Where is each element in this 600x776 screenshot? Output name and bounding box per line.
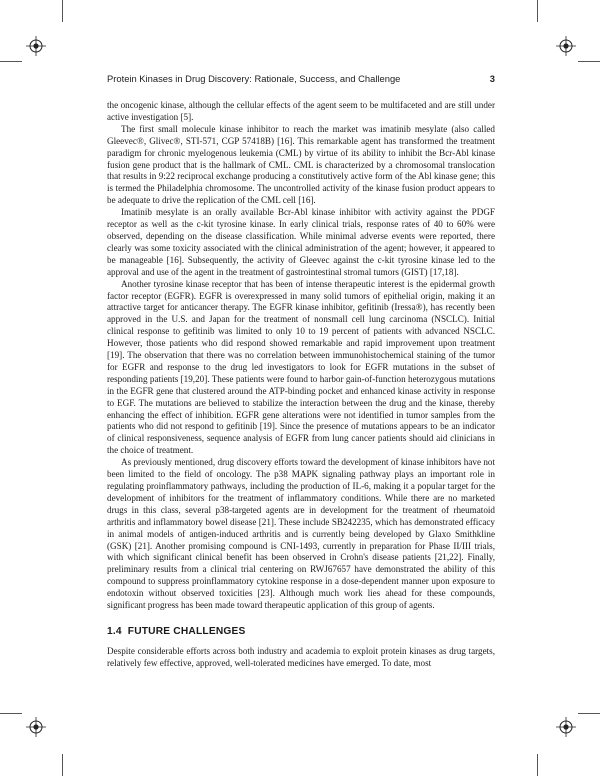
crop-mark-bottom-left-horizontal bbox=[0, 713, 22, 714]
crop-mark-top-right-vertical bbox=[537, 0, 538, 22]
registration-mark-bottom-left-icon bbox=[26, 717, 46, 737]
crop-mark-top-left-vertical bbox=[62, 0, 63, 22]
crop-mark-bottom-right-horizontal bbox=[578, 713, 600, 714]
paragraph-p38-mapk: As previously mentioned, drug discovery efforts toward the development of kinase inhibitors have not been limited to the field of oncology. The p38 MAPK signaling pathway plays an important role in regulating proinflammatory pathways, including the production of IL-6, making it a popular target for the development of inhibitors for the treatment of inflammatory conditions. While there are no marketed drugs in this class, several p38-targeted agents are in development for the treatment of rheumatoid arthritis and inflammatory bowel disease [21]. These include SB242235, which has demonstrated efficacy in animal models of antigen-induced arthritis and is currently being developed by Glaxo Smithkline (GSK) [21]. Another promising compound is CNI-1493, currently in preparation for Phase II/III trials, with which significant clinical benefit has been observed in Crohn's disease patients [21,22]. Finally, preliminary results from a clinical trial centering on RWJ67657 have demonstrated the ability of this compound to suppress proinflammatory cytokine response in a dose-dependent manner upon exposure to endotoxin without observed toxicities [23]. Although much work lies ahead for these compounds, significant progress has been made toward therapeutic application of this group of agents. bbox=[107, 457, 495, 611]
registration-mark-top-right-icon bbox=[556, 36, 576, 56]
running-head-title: Protein Kinases in Drug Discovery: Rationale, Success, and Challenge bbox=[107, 73, 401, 84]
paragraph-egfr: Another tyrosine kinase receptor that has been of intense therapeutic interest is the epidermal growth factor receptor (EGFR). EGFR is overexpressed in many solid tumors of epithelial origin, making it an attractive target for anticancer therapy. The EGFR kinase inhibitor, gefitinib (Iressa®), has recently been approved in the U.S. and Japan for the treatment of nonsmall cell lung carcinoma (NSCLC). Initial clinical response to gefitinib was limited to only 10 to 19 percent of patients with advanced NSCLC. However, those patients who did respond showed remarkable and rapid improvement upon treatment [19]. The observation that there was no correlation between immunohistochemical staining of the tumor for EGFR and response to the drug led investigators to look for EGFR mutations in the subset of responding patients [19,20]. These patients were found to harbor gain-of-function heterozygous mutations in the EGFR gene that clustered around the ATP-binding pocket and enhanced kinase activity in response to EGF. The mutations are believed to stabilize the interaction between the drug and the kinase, thereby enhancing the effect of inhibition. EGFR gene alterations were not identified in tumor samples from the patients who did not respond to gefitinib [19]. Since the presence of mutations appears to be an indicator of clinical responsiveness, sequence analysis of EGFR from lung cancer patients should aid clinicians in the choice of treatment. bbox=[107, 278, 495, 456]
page-number: 3 bbox=[489, 73, 495, 84]
section-title: FUTURE CHALLENGES bbox=[127, 625, 246, 637]
paragraph-imatinib-activity: Imatinib mesylate is an orally available Bcr-Abl kinase inhibitor with activity against the PDGF receptor as well as the c-kit tyrosine kinase. In early clinical trials, response rates of 40 to 60% were observed, depending on the disease classification. While minimal adverse events were reported, there clearly was some toxicity associated with the clinical administration of the agent; however, it appeared to be manageable [16]. Subsequently, the activity of Gleevec against the c-kit tyrosine kinase led to the approval and use of the agent in the treatment of gastrointestinal stromal tumors (GIST) [17,18]. bbox=[107, 207, 495, 277]
crop-mark-top-right-horizontal bbox=[578, 61, 600, 62]
paragraph-imatinib: The first small molecule kinase inhibitor to reach the market was imatinib mesylate (also called Gleevec®, Glivec®, STI-571, CGP 57418B) [16]. This remarkable agent has transformed the treatment paradigm for chronic myelogenous leukemia (CML) by virtue of its ability to inhibit the Bcr-Abl kinase fusion gene product that is the hallmark of CML. CML is characterized by a chromosomal translocation that results in 9:22 reciprocal exchange producing a constitutively active form of the Abl kinase gene; this is termed the Philadelphia chromosome. The uncontrolled activity of the kinase fusion product appears to be adequate to drive the replication of the CML cell [16]. bbox=[107, 123, 495, 206]
crop-mark-top-left-horizontal bbox=[0, 61, 22, 62]
section-number: 1.4 bbox=[107, 625, 122, 637]
registration-mark-bottom-right-icon bbox=[556, 717, 576, 737]
paragraph-continued: the oncogenic kinase, although the cellular effects of the agent seem to be multifaceted and are still under active investigation [5]. bbox=[107, 100, 495, 122]
crop-mark-bottom-left-vertical bbox=[62, 754, 63, 776]
paragraph-future-challenges: Despite considerable efforts across both industry and academia to exploit protein kinases as drug targets, relatively few effective, approved, well-tolerated medicines have emerged. To date, most bbox=[107, 645, 495, 668]
running-head bbox=[107, 73, 495, 87]
crop-mark-bottom-right-vertical bbox=[537, 754, 538, 776]
body-text bbox=[107, 100, 495, 670]
registration-mark-top-left-icon bbox=[26, 36, 46, 56]
section-heading bbox=[107, 626, 495, 638]
